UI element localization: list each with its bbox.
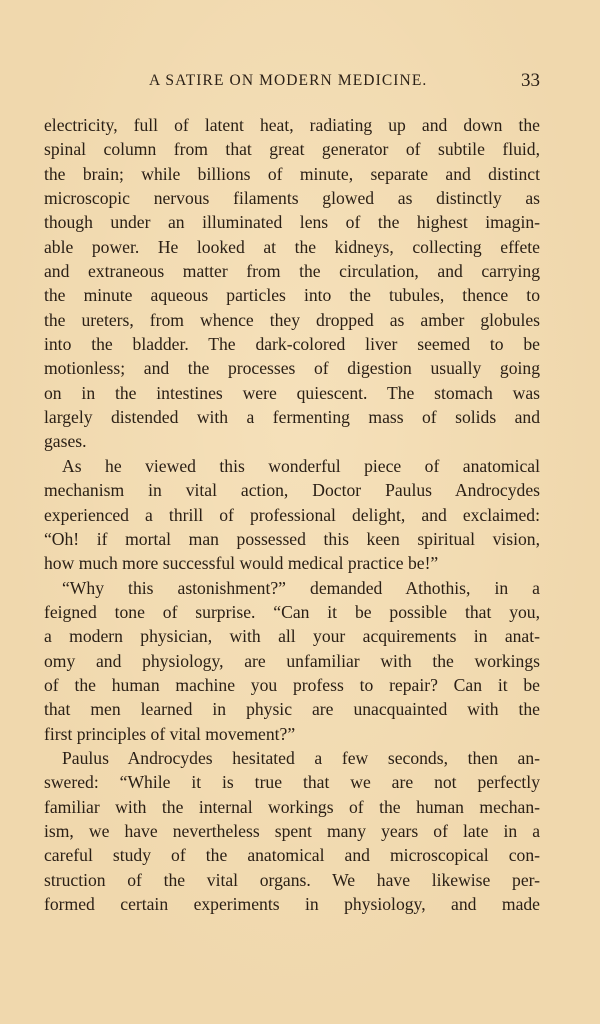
text-line: a modern physician, with all your acquirements in anat- xyxy=(44,626,540,647)
text-line: the minute aqueous particles into the tubules, thence to xyxy=(44,285,540,306)
text-line: “Why this astonishment?” demanded Athothis, in a xyxy=(62,577,540,598)
text-line: how much more successful would medical practice be!” xyxy=(44,553,439,574)
text-line: the brain; while billions of minute, separate and distinct xyxy=(44,163,540,184)
running-head xyxy=(44,70,540,94)
text-line: Paulus Androcydes hesitated a few seconds, then an- xyxy=(62,747,540,768)
text-line: able power. He looked at the kidneys, collecting effete xyxy=(44,236,540,257)
text-line: feigned tone of surprise. “Can it be possible that you, xyxy=(44,601,540,622)
text-line: largely distended with a fermenting mass of solids and xyxy=(44,407,540,428)
text-line: on in the intestines were quiescent. The stomach was xyxy=(44,382,540,403)
text-line: “Oh! if mortal man possessed this keen spiritual vision, xyxy=(44,528,540,549)
text-line: omy and physiology, are unfamiliar with the workings xyxy=(44,650,540,671)
text-line: motionless; and the processes of digestion usually going xyxy=(44,358,540,379)
body-text xyxy=(44,113,540,916)
text-line: familiar with the internal workings of the human mechan- xyxy=(44,796,540,817)
page-number: 33 xyxy=(521,70,540,91)
text-line: careful study of the anatomical and microscopical con- xyxy=(44,845,540,866)
text-line: that men learned in physic are unacquainted with the xyxy=(44,699,540,720)
text-line: gases. xyxy=(44,431,87,452)
text-line: of the human machine you profess to repair? Can it be xyxy=(44,674,540,695)
text-line: spinal column from that great generator of subtile fluid, xyxy=(44,139,540,160)
text-line: electricity, full of latent heat, radiating up and down the xyxy=(44,115,540,135)
text-line: ism, we have nevertheless spent many years of late in a xyxy=(44,820,540,841)
text-line: formed certain experiments in physiology, and made xyxy=(44,894,540,914)
text-line: the ureters, from whence they dropped as amber globules xyxy=(44,309,540,330)
text-line: microscopic nervous filaments glowed as distinctly as xyxy=(44,188,540,209)
text-line: mechanism in vital action, Doctor Paulus Androcydes xyxy=(44,480,540,501)
text-line: experienced a thrill of professional delight, and exclaimed: xyxy=(44,504,540,525)
text-line: As he viewed this wonderful piece of anatomical xyxy=(62,455,540,476)
text-line: swered: “While it is true that we are not perfectly xyxy=(44,772,540,793)
text-line: into the bladder. The dark-colored liver seemed to be xyxy=(44,334,540,355)
text-line: first principles of vital movement?” xyxy=(44,723,296,744)
running-title: A SATIRE ON MODERN MEDICINE. xyxy=(149,72,428,89)
text-line: struction of the vital organs. We have likewise per- xyxy=(44,869,540,890)
text-line: though under an illuminated lens of the highest imagin- xyxy=(44,212,540,233)
text-line: and extraneous matter from the circulation, and carrying xyxy=(44,261,540,282)
